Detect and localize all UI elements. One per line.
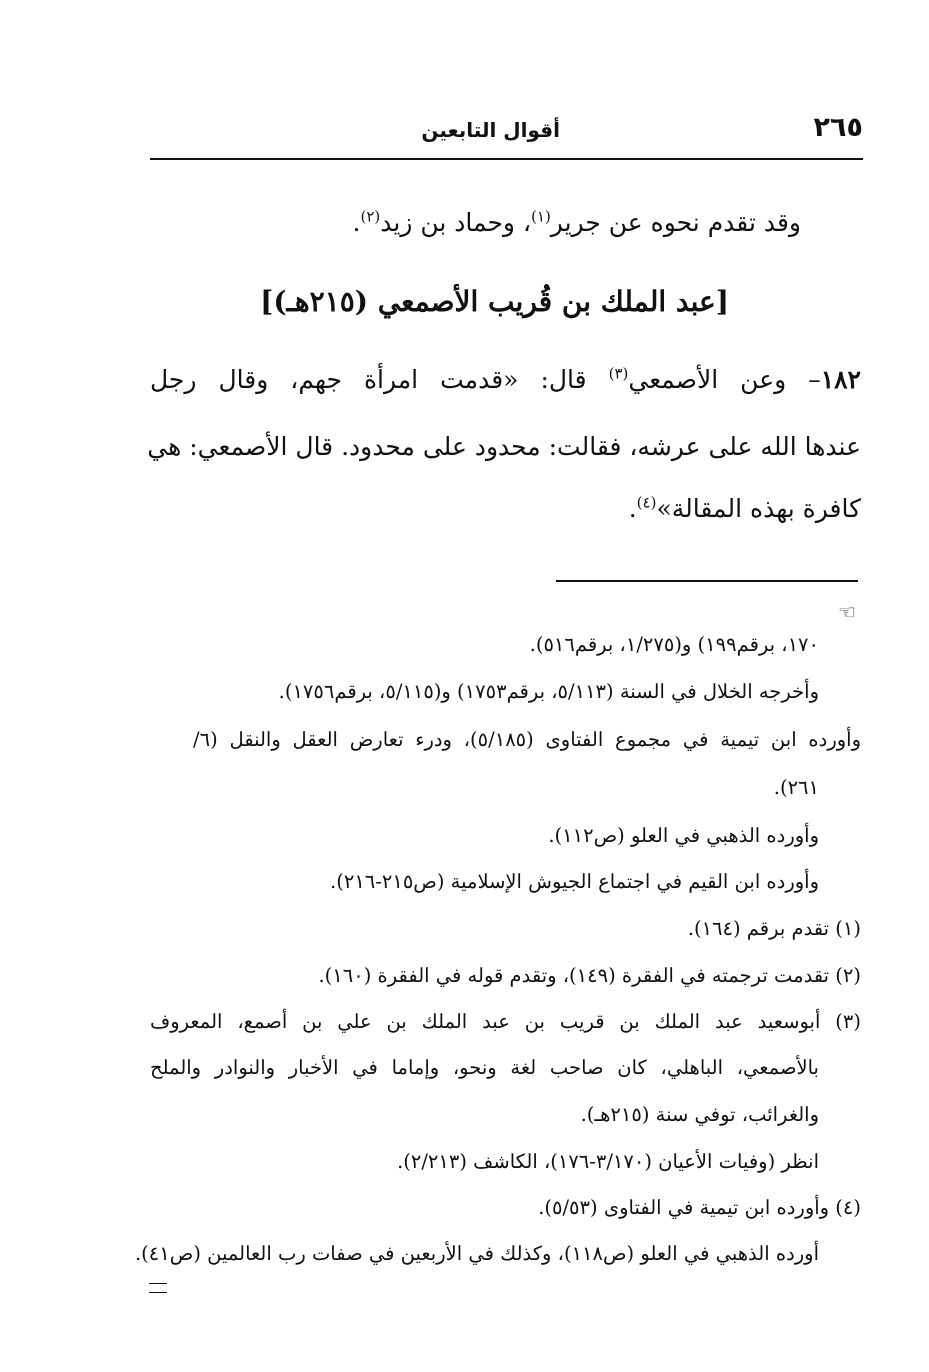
footnote-ref: (٣)	[608, 364, 629, 383]
page-number: ٢٦٥	[813, 112, 863, 143]
footnote-line: ٢٦١).	[773, 776, 819, 799]
intro-text: وقد تقدم نحوه عن جرير	[550, 208, 801, 237]
footnote-line: والغرائب، توفي سنة (٢١٥هـ).	[580, 1103, 819, 1126]
intro-line	[353, 208, 802, 237]
pointing-hand-icon: ☜	[838, 600, 856, 624]
footnote-line: وأورده ابن القيم في اجتماع الجيوش الإسلامية (ص٢١٥-٢١٦).	[330, 870, 819, 893]
intro-text: ، وحماد بن زيد	[380, 208, 532, 237]
footnote-line: وأورده الذهبي في العلو (ص١١٢).	[548, 824, 819, 847]
footnote-line: انظر (وفيات الأعيان (٣/١٧٠-١٧٦)، الكاشف (٢/٢١٣).	[397, 1150, 819, 1173]
footnote-3: (٣) أبوسعيد عبد الملك بن قريب بن عبد الملك بن علي بن أصمع، المعروف	[150, 1010, 861, 1033]
footnote-line: وأخرجه الخلال في السنة (٥/١١٣، برقم١٧٥٣) و(٥/١١٥، برقم١٧٥٦).	[278, 680, 819, 703]
footnote-1: (١) تقدم برقم (١٦٤).	[687, 917, 861, 940]
footnote-4: (٤) وأورده ابن تيمية في الفتاوى (٥/٥٣).	[538, 1196, 861, 1219]
paragraph-number: ١٨٢	[820, 365, 861, 394]
footnote-ref: (٢)	[360, 207, 381, 226]
running-header-title: أقوال التابعين	[421, 118, 560, 142]
paragraph-text: – وعن الأصمعي	[628, 365, 821, 394]
paragraph-text: كافرة بهذه المقالة»	[656, 494, 861, 523]
paragraph-line: عندها الله على عرشه، فقالت: محدود على محدود. قال الأصمعي: هي	[147, 432, 861, 461]
paragraph-line	[150, 365, 861, 394]
footnote-2: (٢) تقدمت ترجمته في الفقرة (١٤٩)، وتقدم قوله في الفقرة (١٦٠).	[318, 964, 861, 987]
paragraph-line	[629, 494, 861, 523]
paragraph-text: .	[628, 494, 637, 523]
footnote-line: أورده الذهبي في العلو (ص١١٨)، وكذلك في الأربعين في صفات رب العالمين (ص٤١).	[134, 1242, 819, 1265]
footnote-ref: (١)	[531, 207, 551, 226]
footnote-line: بالأصمعي، الباهلي، كان صاحب لغة ونحو، وإماما في الأخبار والنوادر والملح	[150, 1056, 819, 1079]
paragraph-text: قال: «قدمت امرأة جهم، وقال رجل	[150, 365, 609, 394]
footnote-separator	[556, 580, 858, 582]
continuation-mark	[149, 1283, 167, 1293]
intro-text: .	[352, 208, 361, 237]
footnote-ref: (٤)	[636, 493, 657, 512]
header-rule	[150, 158, 863, 160]
footnote-line: وأورده ابن تيمية في مجموع الفتاوى (٥/١٨٥)، ودرء تعارض العقل والنقل (٦/	[193, 728, 861, 751]
footnote-line: ١٧٠، برقم١٩٩) و(١/٢٧٥، برقم٥١٦).	[529, 633, 819, 656]
section-heading: [عبد الملك بن قُريب الأصمعي (٢١٥هـ)]	[260, 285, 729, 318]
